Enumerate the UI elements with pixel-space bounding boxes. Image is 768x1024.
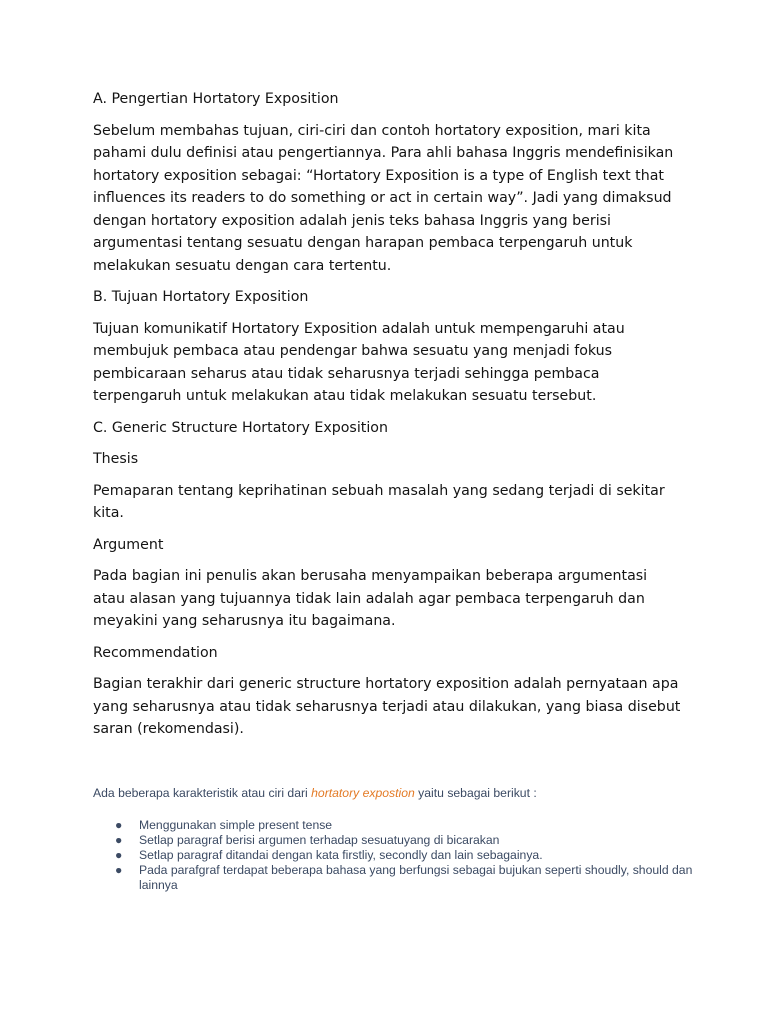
bullet-icon: ● — [115, 863, 123, 877]
list-item — [93, 818, 693, 833]
paragraph-thesis: Pemaparan tentang keprihatinan sebuah masalah yang sedang terjadi di sekitar kita. — [93, 482, 665, 521]
bullet-icon: ● — [115, 833, 123, 847]
characteristics-block — [93, 786, 693, 893]
bullet-icon: ● — [115, 818, 123, 832]
list-item-text: Setlap paragraf berisi argumen terhadap sesuatuyang di bicarakan — [139, 833, 500, 847]
document-body — [93, 88, 683, 750]
list-item — [93, 848, 693, 863]
list-item-text: Pada parafgraf terdapat beberapa bahasa yang berfungsi sebagai bujukan seperti shoudly, should dan lainnya — [139, 863, 693, 892]
list-item — [93, 863, 693, 893]
characteristics-list — [93, 818, 693, 893]
paragraph-tujuan: Tujuan komunikatif Hortatory Exposition adalah untuk mempengaruhi atau membujuk pembaca atau pendengar bahwa sesuatu yang menjadi fokus pembicaraan seharus atau tidak seharusnya terjadi sehingga pembaca terpengaruh untuk melakukan atau tidak melakukan sesuatu tersebut. — [93, 320, 625, 404]
intro-highlight-link[interactable]: hortatory expostion — [311, 786, 415, 800]
list-item-text: Menggunakan simple present tense — [139, 818, 333, 832]
paragraph-pengertian: Sebelum membahas tujuan, ciri-ciri dan contoh hortatory exposition, mari kita pahami dulu definisi atau pengertiannya. Para ahli bahasa Inggris mendefinisikan hortatory exposition sebagai: “Hortatory Exposition is a type of English text that influences its readers to do something or act in certain way”. Jadi yang dimaksud dengan hortatory exposition adalah jenis teks bahasa Inggris yang berisi argumentasi tentang sesuatu dengan harapan pembaca terpengaruh untuk melakukan sesuatu dengan cara tertentu. — [93, 122, 674, 274]
section-heading-thesis: Thesis — [93, 451, 139, 467]
list-item-text: Setlap paragraf ditandai dengan kata firstliy, secondly dan lain sebagainya. — [139, 848, 543, 862]
paragraph-recommendation: Bagian terakhir dari generic structure hortatory exposition adalah pernyataan apa yang seharusnya atau tidak seharusnya terjadi atau dilakukan, yang biasa disebut saran (rekomendasi). — [93, 676, 681, 737]
section-heading-argument: Argument — [93, 536, 164, 553]
section-heading-recommendation: Recommendation — [93, 644, 218, 661]
paragraph-argument: Pada bagian ini penulis akan berusaha menyampaikan beberapa argumentasi atau alasan yang tujuannya tidak lain adalah agar pembaca terpengaruh dan meyakini yang seharusnya itu bagaimana. — [93, 568, 648, 629]
section-heading-pengertian: A. Pengertian Hortatory Exposition — [93, 91, 339, 107]
intro-text-after: yaitu sebagai berikut : — [414, 786, 537, 800]
section-heading-generic-structure: C. Generic Structure Hortatory Exposition — [93, 419, 388, 436]
bullet-icon: ● — [115, 848, 123, 862]
characteristics-intro — [93, 786, 693, 801]
intro-text-before: Ada beberapa karakteristik atau ciri dari — [93, 786, 312, 800]
section-heading-tujuan: B. Tujuan Hortatory Exposition — [93, 289, 309, 305]
list-item — [93, 833, 693, 848]
